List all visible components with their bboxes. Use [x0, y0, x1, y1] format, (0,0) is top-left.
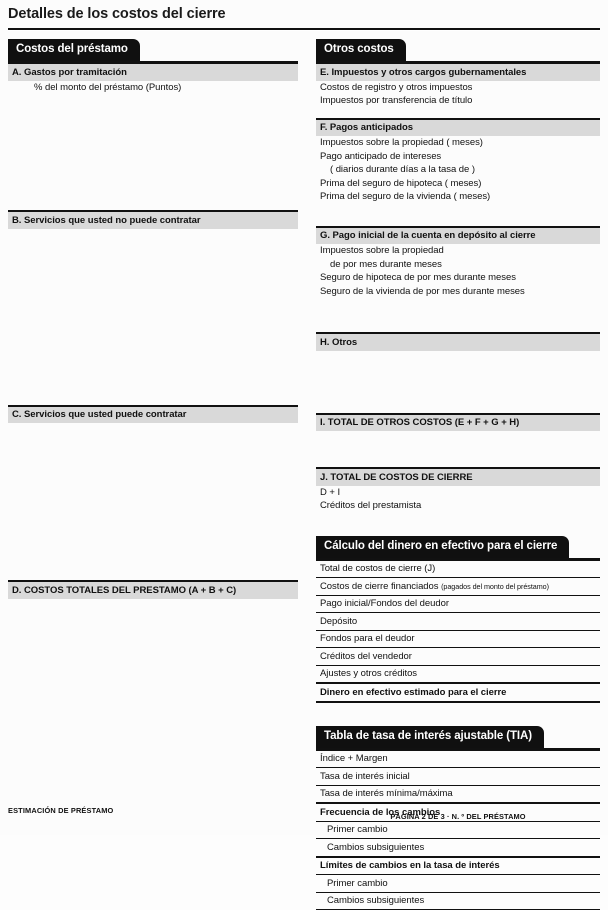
section-h-header: H. Otros [316, 332, 600, 351]
section-g-blank-area [316, 298, 600, 332]
section-a-header: A. Gastos por tramitación [8, 64, 298, 81]
section-c-blank-area [8, 423, 298, 580]
cash-row-5-label: Créditos del vendedor [320, 651, 412, 662]
cash-row-2 [316, 596, 600, 614]
section-g-header: G. Pago inicial de la cuenta en depósito al cierre [316, 226, 600, 245]
arm-row-6 [316, 858, 600, 876]
section-g-row-2: Seguro de hipoteca de por mes durante meses [316, 271, 600, 285]
section-j-header: J. TOTAL DE COSTOS DE CIERRE [316, 467, 600, 486]
arm-row-5-label: Cambios subsiguientes [327, 842, 424, 853]
section-g-row-0: Impuestos sobre la propiedad [316, 244, 600, 258]
cash-row-3 [316, 613, 600, 631]
other-costs-tab-label: Otros costos [316, 39, 406, 61]
section-i-blank-area [316, 431, 600, 467]
section-g-row-3: Seguro de la vivienda de por mes durante meses [316, 285, 600, 299]
arm-row-1 [316, 768, 600, 786]
arm-table-gap [316, 703, 600, 727]
section-c-header: C. Servicios que usted puede contratar [8, 405, 298, 424]
arm-table-tab-label: Tabla de tasa de interés ajustable (TIA) [316, 726, 544, 748]
section-f-blank-area [316, 204, 600, 226]
section-a-blank-area [8, 94, 298, 210]
section-b-header: B. Servicios que usted no puede contratar [8, 210, 298, 229]
cash-row-2-label: Pago inicial/Fondos del deudor [320, 598, 449, 609]
cash-row-1-label: Costos de cierre financiados [320, 581, 441, 592]
footer-right-label: PÁGINA 2 DE 3 · N. º DEL PRÉSTAMO [316, 812, 600, 821]
cash-to-close-gap [316, 513, 600, 537]
arm-row-4-label: Primer cambio [327, 824, 388, 835]
other-costs-column [316, 40, 600, 910]
arm-row-7 [316, 875, 600, 893]
arm-row-3-label: Frecuencia de los cambios [320, 807, 440, 818]
title-divider [8, 28, 600, 31]
section-d-header: D. COSTOS TOTALES DEL PRESTAMO (A + B + C) [8, 580, 298, 599]
section-i-header: I. TOTAL DE OTROS COSTOS (E + F + G + H) [316, 413, 600, 432]
section-h-blank-area [316, 351, 600, 413]
arm-table-tab-bar [316, 727, 600, 751]
page-title: Detalles de los costos del cierre [8, 6, 226, 22]
section-f-header: F. Pagos anticipados [316, 118, 600, 137]
section-e-row-0: Costos de registro y otros impuestos [316, 81, 600, 95]
loan-costs-tab-bar [8, 40, 298, 64]
arm-row-8 [316, 893, 600, 910]
section-f-row-0: Impuestos sobre la propiedad ( meses) [316, 136, 600, 150]
arm-row-1-label: Tasa de interés inicial [320, 771, 410, 782]
section-a-row-0: % del monto del préstamo (Puntos) [8, 81, 298, 95]
section-g-row-1: de por mes durante meses [316, 258, 600, 272]
section-j-row-1: Créditos del prestamista [316, 499, 600, 513]
section-e-blank-area [316, 108, 600, 118]
section-e-row-1: Impuestos por transferencia de título [316, 94, 600, 108]
cash-row-6 [316, 666, 600, 685]
cash-row-5 [316, 648, 600, 666]
arm-row-0-label: Índice + Margen [320, 753, 388, 764]
arm-row-6-label: Límites de cambios en la tasa de interés [320, 860, 500, 871]
arm-row-5 [316, 839, 600, 858]
footer-left-label: ESTIMACIÓN DE PRÉSTAMO [8, 806, 113, 815]
arm-row-2 [316, 786, 600, 805]
cash-row-4 [316, 631, 600, 649]
arm-row-8-label: Cambios subsiguientes [327, 895, 424, 906]
loan-costs-tab-label: Costos del préstamo [8, 39, 140, 61]
cash-row-1 [316, 578, 600, 596]
cash-row-7-label: Dinero en efectivo estimado para el cierre [320, 687, 506, 698]
cash-to-close-tab-bar [316, 537, 600, 561]
loan-costs-column [8, 40, 298, 599]
section-f-row-4: Prima del seguro de la vivienda ( meses) [316, 190, 600, 204]
cash-to-close-tab-label: Cálculo del dinero en efectivo para el cierre [316, 536, 569, 558]
arm-row-0 [316, 751, 600, 769]
section-j-row-0: D + I [316, 486, 600, 500]
section-f-row-1: Pago anticipado de intereses [316, 150, 600, 164]
section-e-header: E. Impuestos y otros cargos gubernamentales [316, 64, 600, 81]
cash-row-0-label: Total de costos de cierre (J) [320, 563, 435, 574]
section-f-row-2: ( diarios durante días a la tasa de ) [316, 163, 600, 177]
cash-row-4-label: Fondos para el deudor [320, 633, 415, 644]
section-b-blank-area [8, 229, 298, 405]
cash-row-0 [316, 561, 600, 579]
arm-row-4 [316, 822, 600, 840]
cash-row-1-note: (pagados del monto del préstamo) [441, 582, 549, 591]
arm-row-7-label: Primer cambio [327, 878, 388, 889]
arm-row-2-label: Tasa de interés mínima/máxima [320, 788, 453, 799]
other-costs-tab-bar [316, 40, 600, 64]
section-f-row-3: Prima del seguro de hipoteca ( meses) [316, 177, 600, 191]
cash-row-7 [316, 684, 600, 703]
cash-row-6-label: Ajustes y otros créditos [320, 668, 417, 679]
cash-row-3-label: Depósito [320, 616, 357, 627]
